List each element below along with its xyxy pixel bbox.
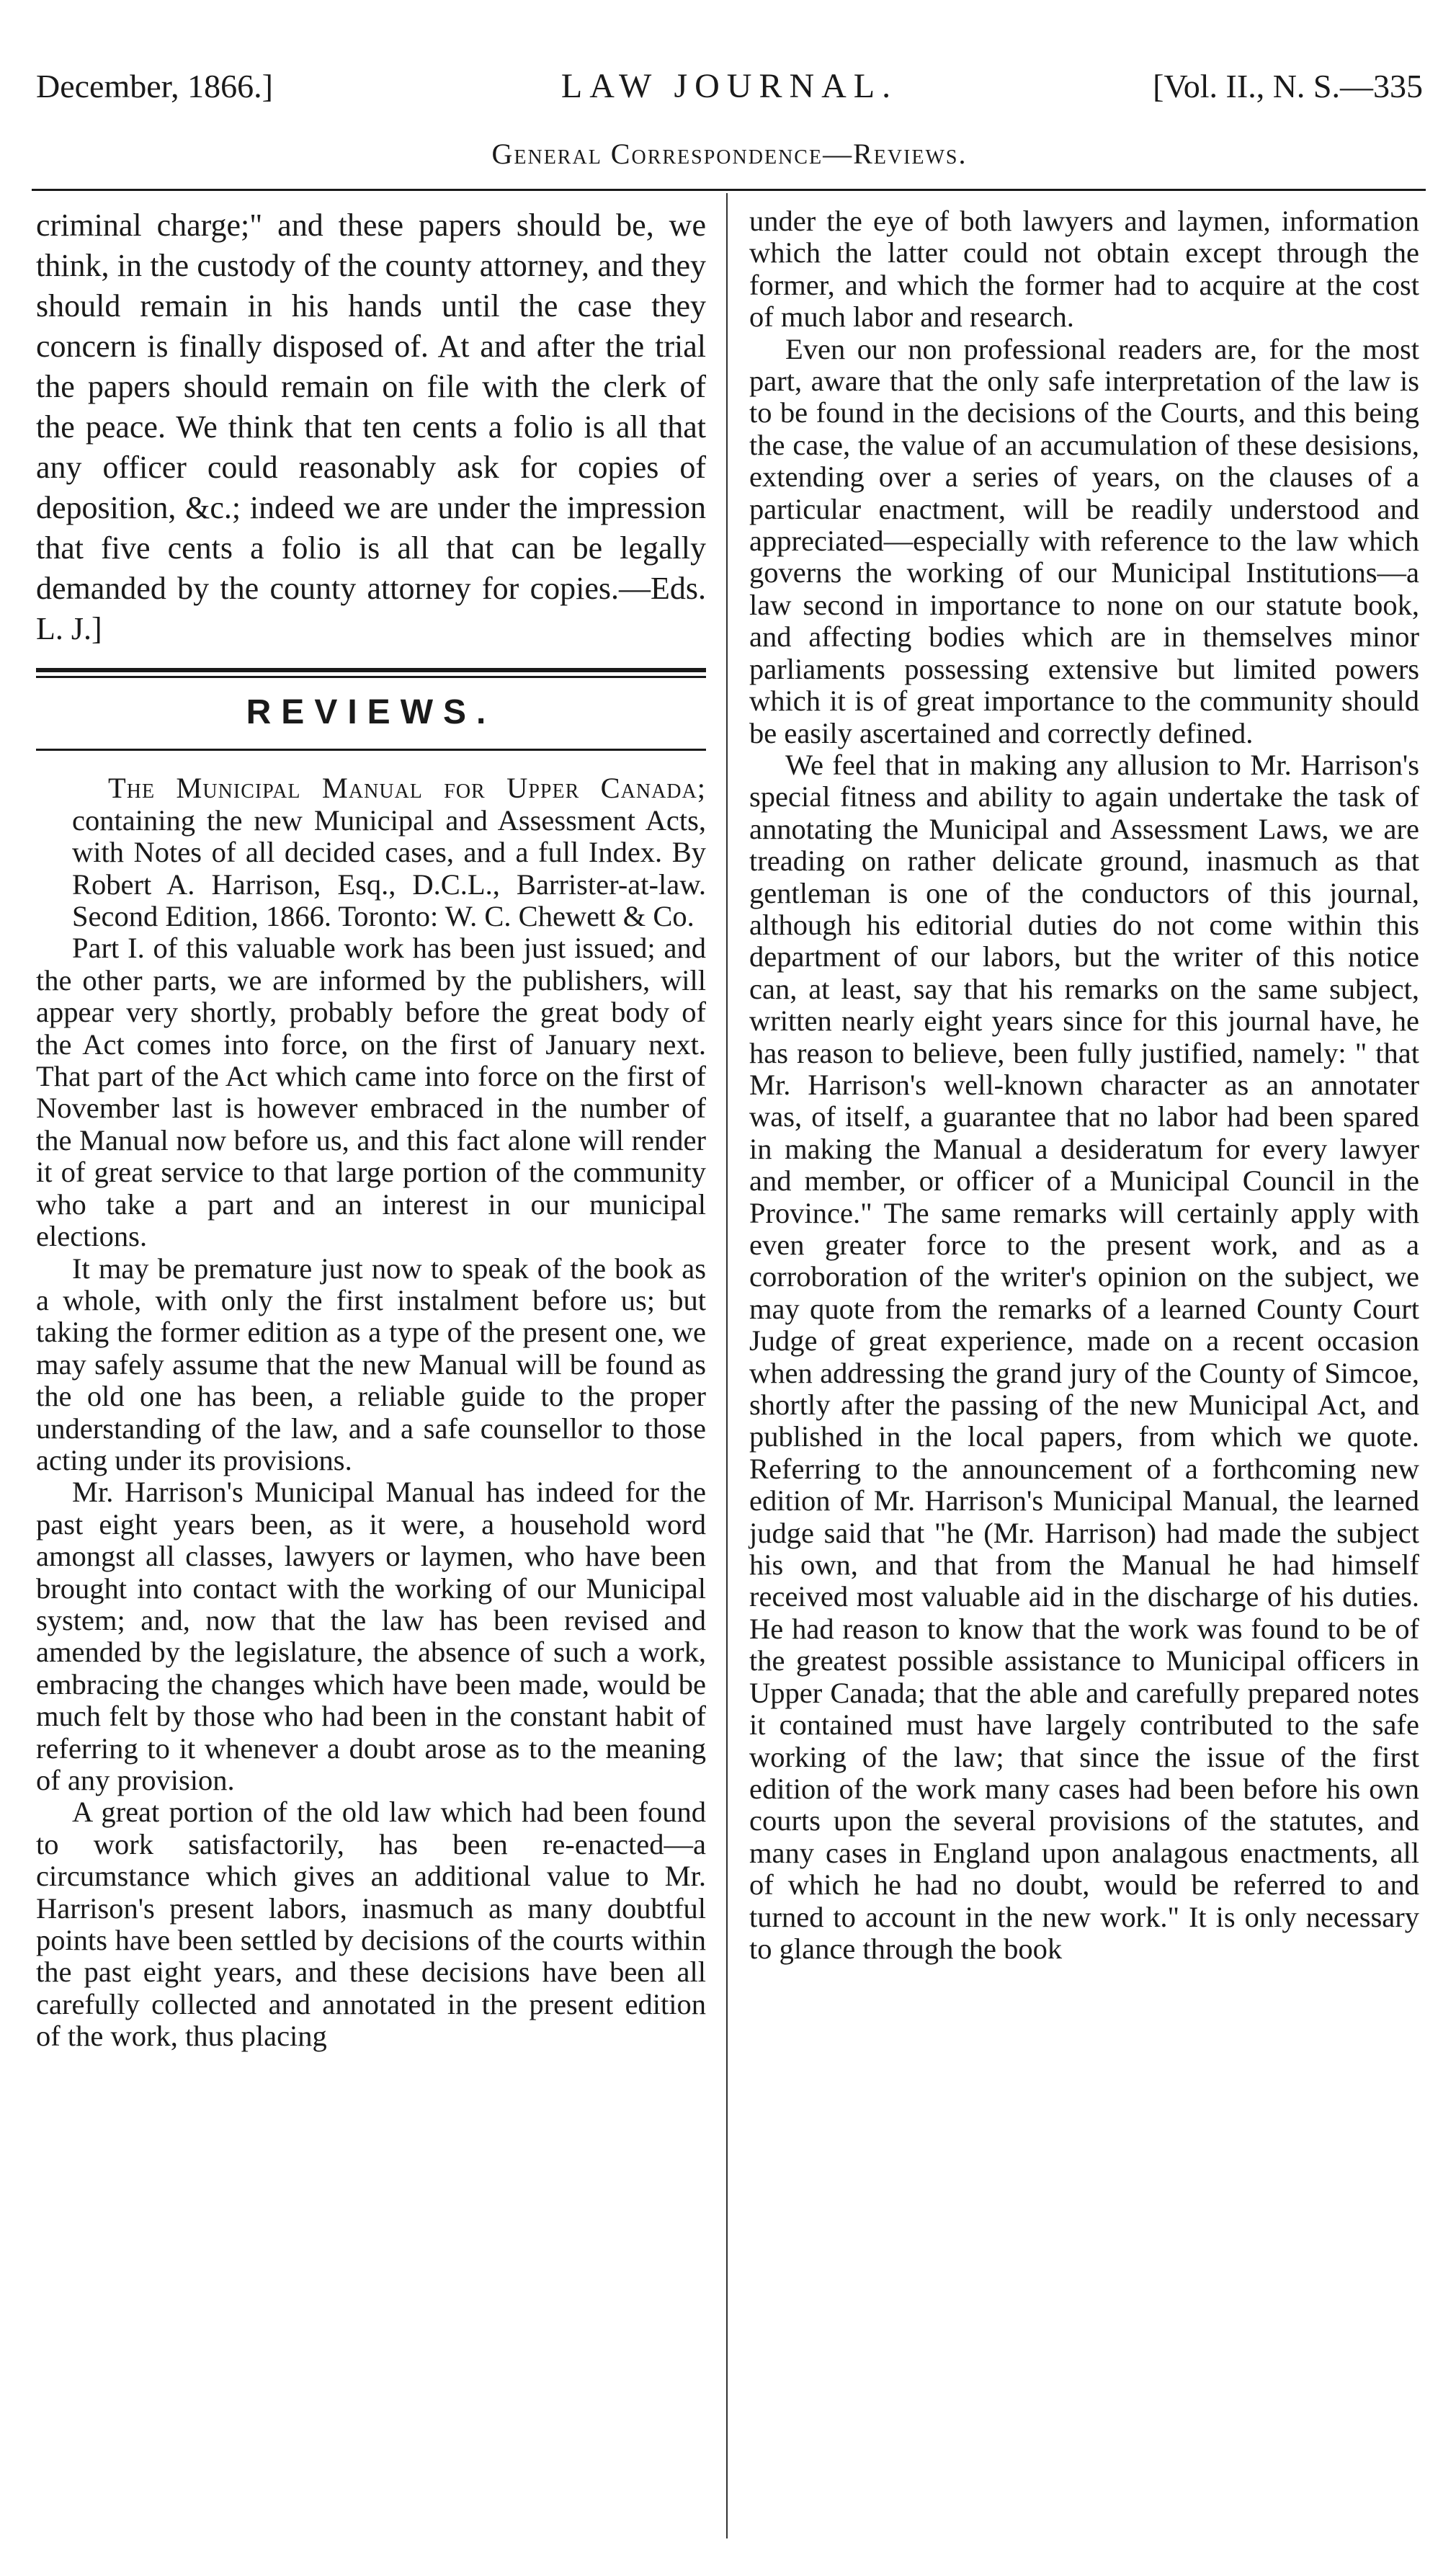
review-paragraph-continued: under the eye of both lawyers and laymen, information which the latter could not obtain except through the former, and which the former had to acquire at the cost of much labor and research. xyxy=(749,205,1419,334)
right-column xyxy=(749,205,1419,1965)
column-divider xyxy=(726,193,728,2538)
section-double-rule xyxy=(36,668,706,678)
section-rule xyxy=(36,749,706,751)
journal-title: LAW JOURNAL. xyxy=(560,67,898,105)
book-title: The Municipal Manual for Upper Canada; xyxy=(108,772,706,805)
review-paragraph: Mr. Harrison's Municipal Manual has indeed for the past eight years been, as it were, a household word amongst all classes, lawyers or laymen, who have been brought into contact with the working of our Municipal system; and, now that the law has been revised and amended by the legislature, the absence of such a work, embracing the changes which have been made, would be much felt by those who had been in the constant habit of referring to it whenever a doubt arose as to the meaning of any provision. xyxy=(36,1476,706,1796)
review-paragraph: We feel that in making any allusion to Mr. Harrison's special fitness and ability to again undertake the task of annotating the Municipal and Assessment Laws, we are treading on rather delicate ground, inasmuch as that gentleman is one of the conductors of this journal, although his editorial duties do not come within this department of our labors, but the writer of this notice can, at least, say that his remarks on the same subject, written nearly eight years since for this journal have, he has reason to believe, been fully justified, namely: " that Mr. Harrison's well-known character as an annotater was, of itself, a guarantee that no labor had been spared in making the Manual a desideratum for every lawyer and member, or officer of a Municipal Council in the Province." The same remarks will certainly apply with even greater force to the present work, and as a corroboration of the writer's opinion on the subject, we may quote from the remarks of a learned County Court Judge of great experience, made on a recent occasion when addressing the grand jury of the County of Simcoe, shortly after the passing of the new Municipal Act, and published in the local papers, from which we quote. Referring to the announcement of a forthcoming new edition of Mr. Harrison's Municipal Manual, the learned judge said that "he (Mr. Harrison) had made the subject his own, and that from the Manual he had himself received most valuable aid in the discharge of his duties. He had reason to know that the work was found to be of the greatest possible assistance to Municipal officers in Upper Canada; that the able and carefully prepared notes it contained must have largely contributed to the safe working of the law; that since the issue of the first edition of the work many cases had been before his own courts upon the several provisions of the statutes, and many cases in England upon analagous enactments, all of which he had no doubt, would be referred to and turned to account in the new work." It is only necessary to glance through the book xyxy=(749,748,1419,1965)
review-paragraph: A great portion of the old law which had been found to work satisfactorily, has been re-enacted—a circumstance which gives an additional value to Mr. Harrison's present labors, inasmuch as many doubtful points have been settled by decisions of the courts within the past eight years, and these decisions have been all carefully collected and annotated in the present edition of the work, thus placing xyxy=(36,1796,706,2053)
running-header xyxy=(36,58,1423,115)
book-details: containing the new Municipal and Assessment Acts, with Notes of all decided cases, and a full Index. By Robert A. Harrison, Esq., D.C.L., Barrister-at-law. Second Edition, 1866. Toronto: W. C. Chewett & Co. xyxy=(72,803,706,933)
section-subtitle: General Correspondence—Reviews. xyxy=(491,138,968,170)
header-rule xyxy=(32,189,1426,191)
correspondence-reply: criminal charge;" and these papers should be, we think, in the custody of the county attorney, and they should remain in his hands until the case they concern is finally disposed of. At and after the trial the papers should remain on file with the clerk of the peace. We think that ten cents a folio is all that any officer could reasonably ask for copies of deposition, &c.; indeed we are under the impression that five cents a folio is all that can be legally demanded by the county attorney for copies.—Eds. L. J.] xyxy=(36,208,706,646)
left-column xyxy=(36,205,706,2053)
review-paragraph: It may be premature just now to speak of the book as a whole, with only the first instalment before us; but taking the former edition as a type of the present one, we may safely assume that the new Manual will be found as the old one has been, a reliable guide to the proper understanding of the law, and a safe counsellor to those acting under its provisions. xyxy=(36,1252,706,1476)
header-date: December, 1866.] xyxy=(36,68,273,104)
reviews-heading: REVIEWS. xyxy=(246,693,496,731)
review-paragraph: Part I. of this valuable work has been just issued; and the other parts, we are informed by the publishers, will appear very shortly, probably before the great body of the Act comes into force, on the first of January next. That part of the Act which came into force on the first of November last is however embraced in the number of the Manual now before us, and this fact alone will render it of great service to that large portion of the community who take a part and an interest in our municipal elections. xyxy=(36,932,706,1253)
reviewed-book-citation xyxy=(36,772,706,932)
header-volume-page: [Vol. II., N. S.—335 xyxy=(1153,68,1423,104)
review-paragraph: Even our non professional readers are, for the most part, aware that the only safe interpretation of the law is to be found in the decisions of the Courts, and this being the case, the value of an accumulation of these desisions, extending over a series of years, on the clauses of a particular enactment, will be readily understood and appreciated—especially with reference to the law which governs the working of our Municipal Institutions—a law second in importance to none on our statute book, and affecting bodies which are in themselves minor parliaments possessing extensive but limited powers which it is of great importance to the community should be easily ascertained and correctly defined. xyxy=(749,332,1419,749)
